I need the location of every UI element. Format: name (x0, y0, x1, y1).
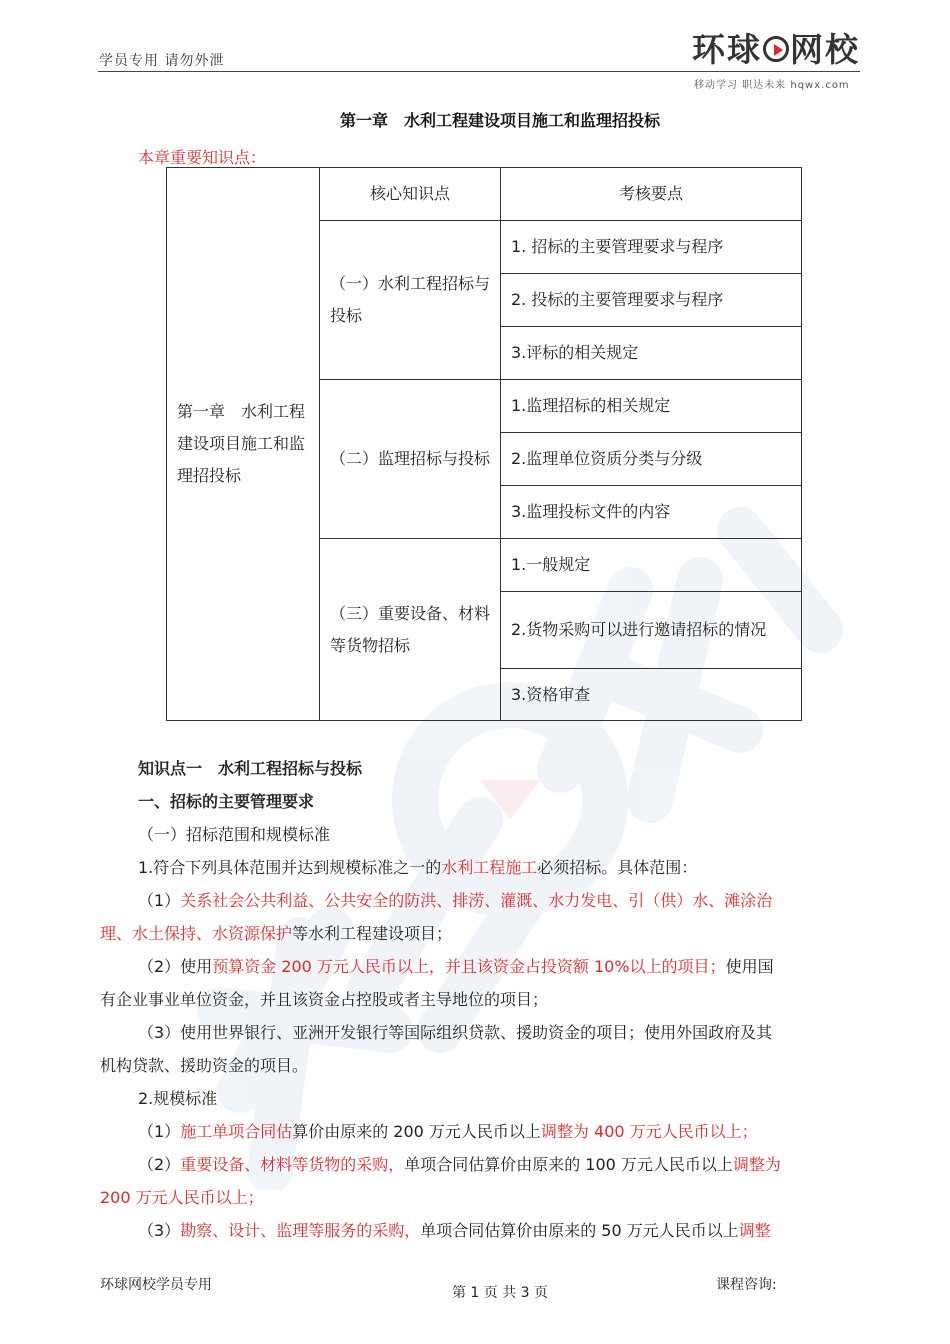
subsection-title: （一）招标范围和规模标准 (138, 825, 331, 844)
key-points-label: 本章重要知识点： (138, 148, 267, 167)
chapter-cell: 第一章 水利工程建设项目施工和监理招投标 (167, 168, 320, 721)
text-span: 算价由原来的 200 万元人民币以上 (292, 1122, 541, 1141)
paragraph (138, 851, 697, 884)
text-span: 等水利工程建设项目； (292, 924, 453, 943)
exam-point-cell: 1. 招标的主要管理要求与程序 (501, 221, 802, 274)
logo-text-b: 网校 (790, 30, 860, 69)
exam-point-cell: 3.资格审查 (501, 669, 802, 721)
list-item (138, 884, 772, 917)
text-span: 单项合同估算价由原来的 100 万元人民币以上 (404, 1155, 733, 1174)
list-item (138, 1148, 781, 1181)
list-item-continuation: 机构贷款、援助资金的项目。 (100, 1056, 309, 1075)
exam-point-cell: 1.监理招标的相关规定 (501, 380, 802, 433)
header-divider (98, 71, 860, 72)
topic-cell: （三）重要设备、材料等货物招标 (320, 539, 501, 721)
chapter-title: 第一章 水利工程建设项目施工和监理招投标 (339, 111, 660, 130)
text-span: 1.符合下列具体范围并达到规模标准之一的 (138, 858, 442, 877)
logo-text-a: 环球 (692, 30, 762, 69)
highlight-text: 水利工程施工 (441, 858, 538, 877)
header-exam-points: 考核要点 (501, 168, 802, 221)
list-item-continuation (100, 917, 452, 950)
topic-cell: （二）监理招标与投标 (320, 380, 501, 539)
topic-cell: （一）水利工程招标与投标 (320, 221, 501, 380)
brand-logo (692, 30, 860, 70)
exam-point-cell: 2. 投标的主要管理要求与程序 (501, 274, 802, 327)
exam-point-cell: 1.一般规定 (501, 539, 802, 592)
paragraph: 2.规模标准 (138, 1089, 218, 1108)
exam-point-cell: 3.监理投标文件的内容 (501, 486, 802, 539)
text-span: （2）使用 (138, 957, 213, 976)
item-number: （1） (138, 1122, 181, 1141)
exam-point-cell: 2.监理单位资质分类与分级 (501, 433, 802, 486)
item-number: （3） (138, 1221, 181, 1240)
highlight-text: 重要设备、材料等货物的采购， (180, 1155, 405, 1174)
play-icon (763, 36, 789, 62)
body-content (100, 752, 862, 1252)
header-core-points: 核心知识点 (320, 168, 501, 221)
highlight-text: 理、水土保持、水资源保护 (100, 924, 293, 943)
text-span: 必须招标。具体范围： (537, 858, 698, 877)
list-item-continuation: 有企业事业单位资金，并且该资金占控股或者主导地位的项目； (100, 990, 549, 1009)
highlight-text: 施工单项合同估 (180, 1122, 293, 1141)
highlight-text: 预算资金 200 万元人民币以上，并且该资金占投资额 10%以上的项目； (212, 957, 726, 976)
knowledge-table (166, 167, 802, 721)
highlight-text: 勘察、设计、监理等服务的采购， (180, 1221, 421, 1240)
knowledge-point-title: 知识点一 水利工程招标与投标 (138, 759, 363, 778)
footer-course-consult: 课程咨询: (716, 1277, 777, 1293)
item-number: （1） (138, 891, 181, 910)
highlight-text: 调整 (738, 1221, 771, 1240)
exam-point-cell: 3.评标的相关规定 (501, 327, 802, 380)
list-item-continuation: 200 万元人民币以上； (100, 1188, 264, 1207)
header-confidential-note: 学员专用 请勿外泄 (99, 53, 225, 69)
list-item (138, 1214, 771, 1247)
item-number: （2） (138, 1155, 181, 1174)
exam-point-cell: 2.货物采购可以进行邀请招标的情况 (501, 592, 802, 669)
list-item: （3）使用世界银行、亚洲开发银行等国际组织贷款、援助资金的项目；使用外国政府及其 (138, 1023, 773, 1042)
section-title: 一、招标的主要管理要求 (138, 792, 315, 811)
text-span: 使用国 (725, 957, 774, 976)
page-number: 第 1 页 共 3 页 (451, 1285, 549, 1301)
footer-left: 环球网校学员专用 (100, 1277, 212, 1293)
list-item (138, 1115, 758, 1148)
logo-tagline: 移动学习 职达未来 hqwx.com (694, 80, 850, 91)
list-item (138, 950, 774, 983)
highlight-text: 调整为 (732, 1155, 781, 1174)
highlight-text: 关系社会公共利益、公共安全的防洪、排涝、灌溉、水力发电、引（供）水、滩涂治 (180, 891, 773, 910)
highlight-text: 调整为 400 万元人民币以上； (540, 1122, 758, 1141)
text-span: 单项合同估算价由原来的 50 万元人民币以上 (420, 1221, 739, 1240)
